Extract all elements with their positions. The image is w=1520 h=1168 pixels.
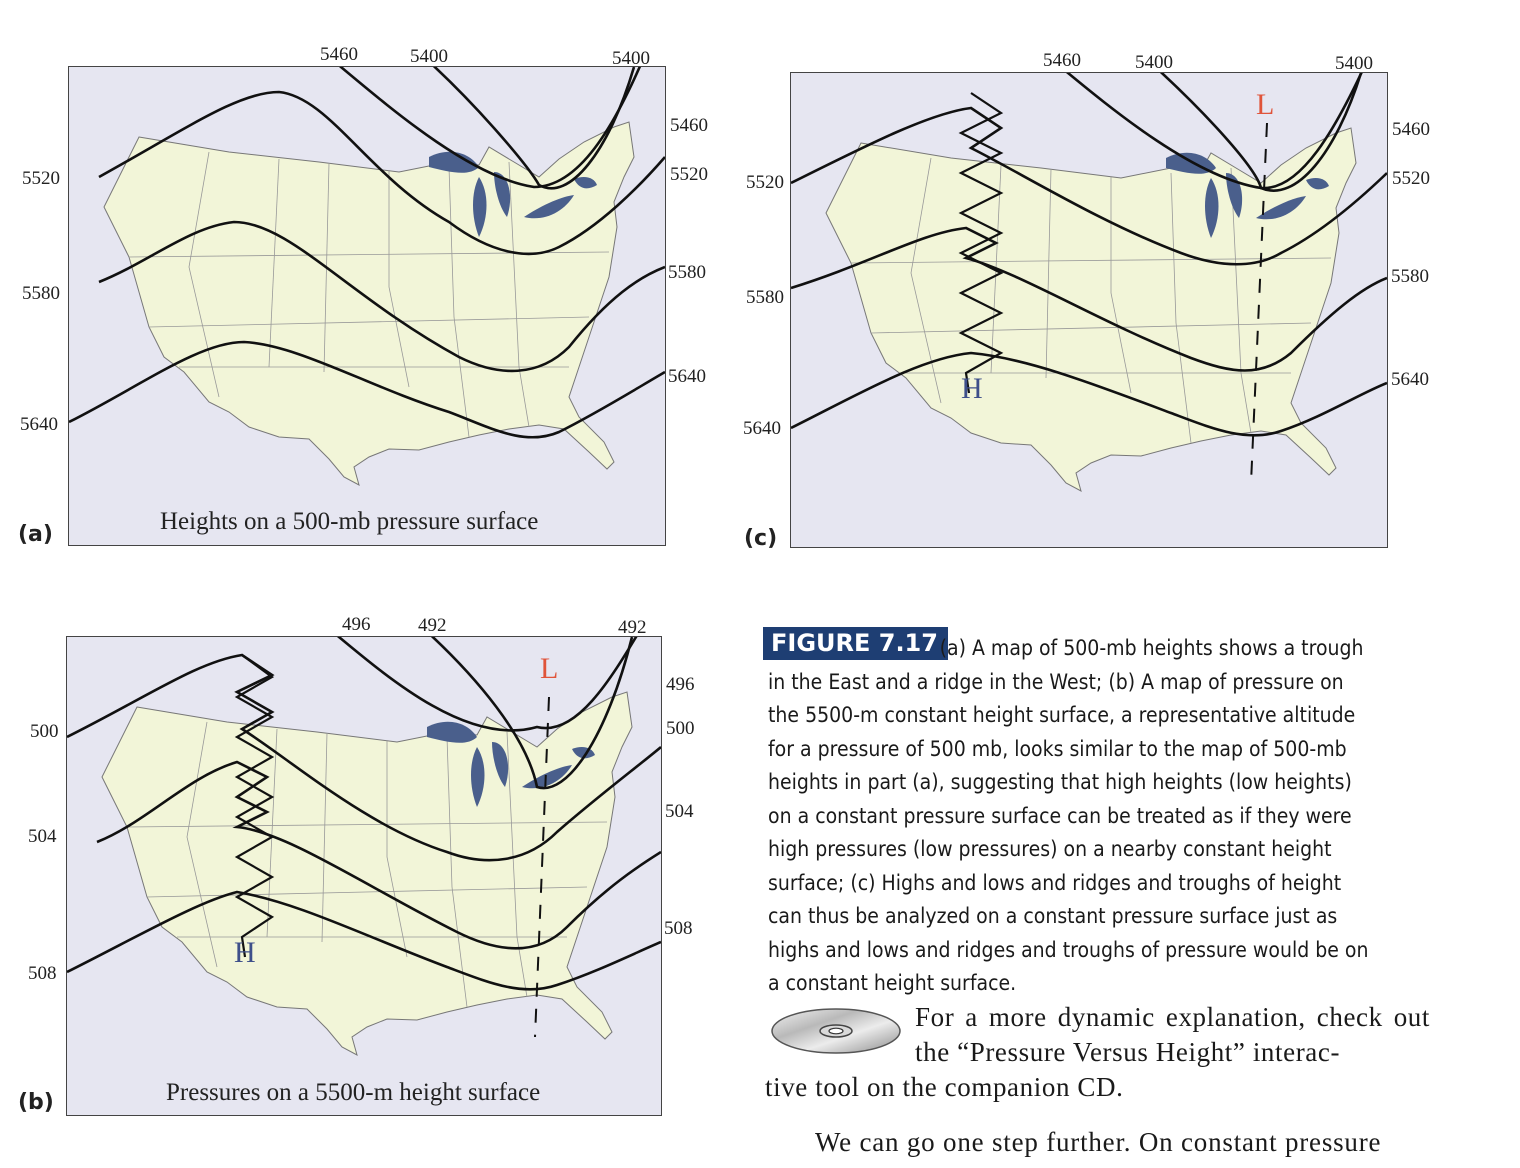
- map-graphic-b: [67, 637, 661, 1115]
- panel-label-a: (a): [18, 522, 53, 547]
- right-label-c-4: 5640: [1391, 369, 1429, 390]
- map-panel-b: [66, 636, 662, 1116]
- top-label-b-2: 492: [418, 615, 447, 636]
- right-label-a-2: 5520: [670, 164, 708, 185]
- cd-disc-icon: [770, 1006, 902, 1056]
- right-label-c-1: 5460: [1392, 119, 1430, 140]
- us-landmass: [104, 122, 634, 485]
- right-label-b-1: 496: [666, 674, 695, 695]
- left-label-a-3: 5640: [20, 414, 58, 435]
- panel-title-b: Pressures on a 5500-m height surface: [166, 1079, 541, 1106]
- map-panel-a: [68, 66, 666, 546]
- left-label-b-2: 504: [28, 826, 57, 847]
- left-label-c-2: 5580: [746, 287, 784, 308]
- figure-number-badge: FIGURE 7.17: [763, 627, 948, 660]
- left-label-a-2: 5580: [22, 283, 60, 304]
- top-label-a-3: 5400: [612, 48, 650, 69]
- left-label-c-1: 5520: [746, 172, 784, 193]
- top-label-b-3: 492: [618, 617, 647, 638]
- map-graphic-a: [69, 67, 665, 545]
- low-marker-b: L: [540, 652, 559, 685]
- top-label-a-1: 5460: [320, 44, 358, 65]
- left-label-b-1: 500: [30, 721, 59, 742]
- us-landmass: [826, 128, 1356, 491]
- body-paragraph: We can go one step further. On constant pressure: [815, 1127, 1382, 1157]
- right-label-b-2: 500: [666, 718, 695, 739]
- right-label-b-4: 508: [664, 918, 693, 939]
- cd-note-text-continued: tive tool on the companion CD.: [765, 1072, 1124, 1102]
- left-label-a-1: 5520: [22, 168, 60, 189]
- cd-note-text: For a more dynamic explanation, check out the “Pressure Versus Height” interac-: [915, 1002, 1430, 1067]
- panel-title-a: Heights on a 500-mb pressure surface: [160, 508, 539, 535]
- right-label-c-3: 5580: [1391, 266, 1429, 287]
- high-marker-b: H: [234, 936, 256, 969]
- left-label-c-3: 5640: [743, 418, 781, 439]
- map-graphic-c: [791, 73, 1387, 547]
- left-label-b-3: 508: [28, 963, 57, 984]
- right-label-a-4: 5640: [668, 366, 706, 387]
- panel-label-c: (c): [744, 526, 778, 551]
- top-label-c-1: 5460: [1043, 50, 1081, 71]
- right-label-c-2: 5520: [1392, 168, 1430, 189]
- right-label-a-3: 5580: [668, 262, 706, 283]
- top-label-c-2: 5400: [1135, 52, 1173, 73]
- high-marker-c: H: [961, 372, 983, 405]
- top-label-b-1: 496: [342, 614, 371, 635]
- map-panel-c: [790, 72, 1388, 548]
- right-label-b-3: 504: [665, 801, 694, 822]
- figure-caption: (a) A map of 500-mb heights shows a trough in the East and a ridge in the West; (b) A map of pressure on the 5500-m constant height surface, a representative altitude for a pressure of 500 mb, looks similar to the map of 500-mb heights in part (a), suggesting that high heights (low heights) on a constant pressure surface can be treated as if they were high pressures (low pressures) on a nearby constant height surface; (c) Highs and lows and ridges and troughs of height can thus be analyzed on a constant pressure surface just as highs and lows and ridges and troughs of pressure would be on a constant height surface.: [768, 636, 1369, 996]
- panel-label-b: (b): [18, 1090, 54, 1115]
- top-label-a-2: 5400: [410, 46, 448, 67]
- us-landmass: [102, 692, 632, 1055]
- right-label-a-1: 5460: [670, 115, 708, 136]
- low-marker-c: L: [1256, 88, 1275, 121]
- top-label-c-3: 5400: [1335, 53, 1373, 74]
